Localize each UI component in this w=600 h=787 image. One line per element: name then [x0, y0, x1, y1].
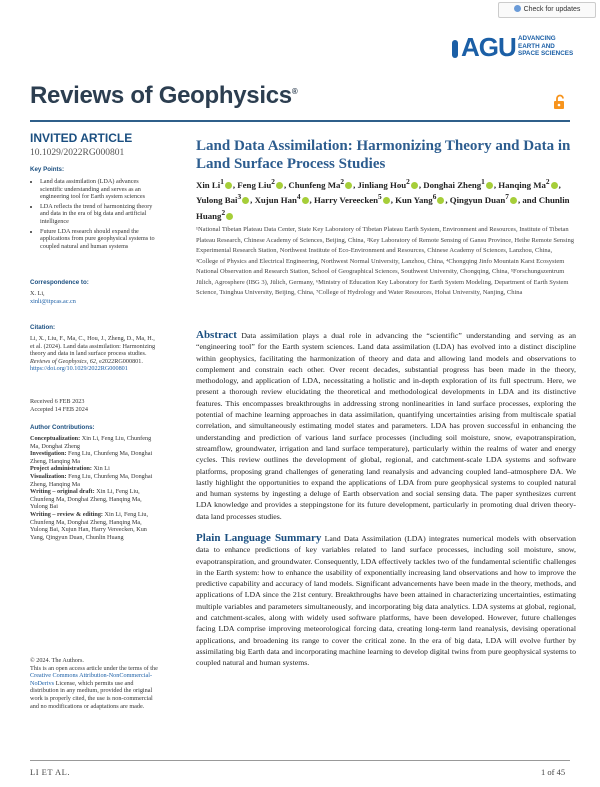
doi[interactable]: 10.1029/2022RG000801: [30, 148, 125, 158]
author: Hanqing Ma$^2$ ,: [498, 177, 561, 190]
author: Feng Liu$^2$ ,: [237, 177, 289, 190]
plain-language-summary: [196, 533, 576, 669]
abstract-text: Data assimilation plays a dual role in advancing the “scientific” understanding and serving as an “engineering tool” for the Earth system sciences. Land data assimilation (LDA) has evolved into a distinct discipline within geophysics, facilitating the harmonization of theory and data and allowing land models and observations to complement and constrain each other. Over recent decades, substantial progress has been made in the theory, methodology, and application of LDA, necessitating a holistic and in-depth exploration of its full spectrum. Here, we present a thorough review elucidating the theoretical and methodological developments in LDA and its distinctive features. This encompasses breakthroughs in addressing strong nonlinearities in land surface processes, exploring the potential of machine learning approaches in data assimilation, quantifying uncertainties arising from multiscale spatial correlation, and simultaneously estimating model states and parameters. LDA has proven successful in enhancing the understanding and prediction of various land surface processes (including soil moisture, snow, evapotranspiration, streamflow, groundwater, irrigation and land surface temperature), particularly within the realms of water and energy cycles. This review outlines the development of global, regional, and catchment-scale LDA systems and software platforms, proposing grand challenges of generating land reanalysis and advancing coupled land–atmosphere DA. We lastly highlight the opportunities to expand the applications of LDA from pure geophysical systems to coupled natural and human systems by ingesting a deluge of Earth observation and social sensing data. The paper synthesizes current LDA knowledge and provides a steppingstone for its future development, particularly in promoting dual driven theory-data land processes studies.: [196, 331, 576, 521]
publisher-logo[interactable]: [452, 32, 592, 64]
citation: Li, X., Liu, F., Ma, C., Hou, J., Zheng, D., Ma, H., et al. (2024). Land data assimilation: Harmonizing theory and data in land surface process studies. Reviews of Geophysics, 62, e2022RG000801. https://doi.org/10.1029/2022RG000801: [30, 335, 156, 373]
license: © 2024. The Authors. This is an open access article under the terms of the Creative Commons Attribution-NonCommercial-NoDerivs License, which permits use and distribution in any medium, provided the original work is properly cited, the use is non-commercial and no modifications or adaptations are made.: [30, 657, 160, 710]
header-divider: [30, 120, 570, 122]
key-points-heading: Key Points:: [30, 166, 65, 173]
paper-title: Land Data Assimilation: Harmonizing Theory and Data in Land Surface Process Studies: [196, 138, 571, 172]
key-point: • LDA reflects the trend of harmonizing theory and data in the era of big data and artificial intelligence: [40, 203, 160, 226]
correspondence-name: X. Li,: [30, 290, 45, 297]
author: Kun Yang$^6$ ,: [395, 192, 450, 206]
orcid-icon: [226, 213, 233, 220]
orcid-icon: [225, 182, 232, 189]
orcid-icon: [242, 197, 249, 204]
author: Jinliang Hou$^2$ ,: [357, 177, 424, 190]
correspondence-heading: Correspondence to:: [30, 279, 89, 286]
citation-doi-link[interactable]: https://doi.org/10.1029/2022RG000801: [30, 365, 128, 373]
footer-divider: [30, 760, 570, 761]
author-list: [196, 176, 576, 222]
logo-subtitle: ADVANCING EARTH AND SPACE SCIENCES: [518, 35, 574, 57]
contribution: Visualization: Feng Liu, Chunfeng Ma, Donghai Zheng, Hanqing Ma: [30, 472, 153, 488]
citation-heading: Citation:: [30, 324, 56, 331]
author: Chunfeng Ma$^2$ ,: [288, 177, 358, 190]
correspondence-email[interactable]: xinli@itpcas.ac.cn: [30, 297, 76, 305]
orcid-icon: [551, 182, 558, 189]
copyright: © 2024. The Authors.: [30, 657, 84, 664]
check-for-updates-button[interactable]: [498, 2, 596, 18]
orcid-icon: [345, 182, 352, 189]
orcid-icon: [510, 197, 517, 204]
orcid-icon: [383, 197, 390, 204]
author: Yulong Bai$^3$ ,: [196, 192, 255, 206]
contribution: Project administration: Xin Li: [30, 465, 110, 473]
journal-title: Reviews of Geophysics®: [30, 82, 298, 109]
author: Harry Vereecken$^5$ ,: [313, 192, 396, 206]
contribution: Writing – original draft: Xin Li, Feng Liu, Chunfeng Ma, Donghai Zheng, Hanqing Ma, Yulong Bai: [30, 488, 142, 511]
author: Xin Li$^1$ ,: [196, 177, 238, 190]
running-authors: LI ET AL.: [30, 767, 70, 777]
key-point: • Land data assimilation (LDA) advances scientific understanding and serves as an engineering tool for Earth system sciences: [40, 178, 160, 201]
affiliations: ¹National Tibetan Plateau Data Center, State Key Laboratory of Tibetan Plateau Earth System, Environment and Resources, Institute of Tibetan Plateau Research, Chinese Academy of Sciences, Beijing, China, ²Key Laboratory of Remote Sensing of Gansu Province, Heihe Remote Sensing Experimental Research Station, Northwest Institute of Eco-Environment and Resources, Chinese Academy of Sciences, Lanzhou, China, ³College of Physics and Electrical Engineering, Northwest Normal University, Lanzhou, China, ⁴Chongqing Jinfo Mountain Karst Ecosystem National Observation and Research Station, School of Geographical Sciences, Southwest University, Chongqing, China, ⁵Forschungszentrum Jülich, Agrosphere (IBG 3), Jülich, Germany, ⁶Ministry of Education Key Laboratory for Earth System Modeling, Department of Earth System Science, Tsinghua University, Beijing, China, ⁷College of Hydrology and Water Resources, Hohai University, Nanjing, China: [196, 226, 574, 296]
correspondence: [30, 290, 160, 305]
article-type: INVITED ARTICLE: [30, 131, 133, 145]
orcid-icon: [411, 182, 418, 189]
contribution: Writing – review & editing: Xin Li, Feng Liu, Chunfeng Ma, Donghai Zheng, Hanqing Ma, Yulong Bai, Xujun Han, Harry Vereecken, Kun Yang, Qingyun Duan, Chunlin Huang: [30, 510, 149, 541]
logo-globe-icon: [452, 38, 460, 60]
contribution: Investigation: Feng Liu, Chunfeng Ma, Donghai Zheng, Hanqing Ma: [30, 450, 153, 465]
orcid-icon: [437, 197, 444, 204]
contribution: Conceptualization: Xin Li, Feng Liu, Chunfeng Ma, Donghai Zheng: [30, 435, 152, 450]
license-link[interactable]: Creative Commons Attribution-NonCommercial-NoDerivs: [30, 672, 153, 687]
orcid-icon: [276, 182, 283, 189]
author: Chunlin Huang$^2$: [196, 195, 570, 221]
orcid-icon: [302, 197, 309, 204]
open-access-lock-icon: [552, 94, 568, 110]
page-number: 1 of 45: [541, 767, 566, 777]
contributions-list: [30, 435, 160, 541]
plain-language-heading: Plain Language Summary: [196, 532, 322, 544]
orcid-icon: [486, 182, 493, 189]
abstract-heading: Abstract: [196, 329, 237, 341]
plain-language-text: Land Data Assimilation (LDA) integrates numerical models with observation data to enhance predictions of key variables related to land surface processes, including soil moisture, snow, evapotranspiration, and groundwater. Consequently, LDA effectively tackles two of the fundamental scientific challenges in the Earth system: how to enhance the usability of exponentially increasing land observations and how to improve the predictive capability and accuracy of land models. Significant advancements have been made in the theory, methods, and applications of LDA since the 21st century. Breakthroughs have been attained in characterizing uncertainties, estimating multiple variables and parameters simultaneously, and incorporating big data analytics. LDA systems at global, regional, and catchment-scales, along with widely used software platforms, have been developed. However, future challenges facing LDA comprise improving meteorological forcing data, creating long-term land reanalysis, devising operational applications, and broadening its range to cover the critical zone. In the era of big data, LDA will evolve further by assimilating big Earth data and incorporating machine learning to develop digital twins from pure geophysical systems to coupled natural and human systems.: [196, 534, 576, 668]
key-point: • Future LDA research should expand the applications from pure geophysical systems to coupled natural and human systems: [40, 228, 160, 251]
article-dates: [30, 398, 160, 413]
update-icon: [514, 5, 521, 12]
logo-text: AGU: [461, 32, 516, 62]
abstract: [196, 330, 576, 522]
contributions-heading: Author Contributions:: [30, 424, 95, 431]
check-updates-label: Check for updates: [523, 6, 581, 13]
accepted-date: Accepted 14 FEB 2024: [30, 405, 88, 413]
received-date: Received 6 FEB 2023: [30, 398, 85, 405]
author: Xujun Han$^4$ ,: [254, 192, 314, 206]
author: Donghai Zheng$^1$ ,: [423, 177, 499, 190]
author: Qingyun Duan$^7$ , and: [449, 192, 539, 206]
key-points-list: [30, 178, 160, 252]
